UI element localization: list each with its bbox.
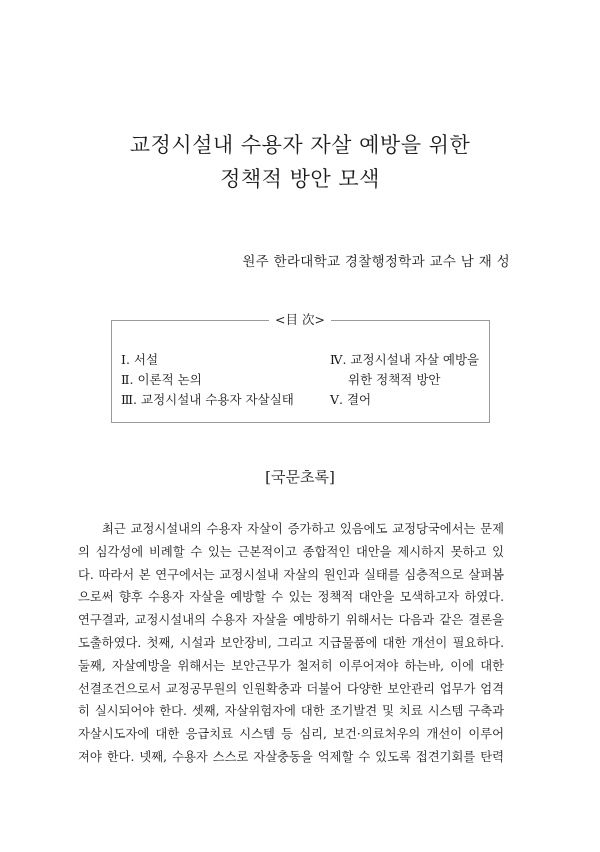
abstract-line: 히 실시되어야 한다. 셋째, 자살위험자에 대한 조기발견 및 치료 시스템 구축과 bbox=[78, 704, 504, 719]
title-line-1: 교정시설내 수용자 자살 예방을 위한 bbox=[129, 133, 471, 157]
toc-item: Ⅰ. 서설 bbox=[121, 352, 159, 367]
toc-item-continuation: 위한 정책적 방안 bbox=[348, 372, 441, 387]
toc-item: Ⅲ. 교정시설내 수용자 자살실태 bbox=[121, 392, 294, 407]
toc-right-column bbox=[330, 350, 479, 410]
abstract-line: 다. 따라서 본 연구에서는 교정시설내 자살의 원인과 실태를 심층적으로 살펴봄 bbox=[78, 567, 504, 582]
toc-item: Ⅳ. 교정시설내 자살 예방을 bbox=[330, 352, 480, 367]
abstract-line: 둘째, 자살예방을 위해서는 보안근무가 철저히 이루어져야 하는바, 이에 대한 bbox=[78, 658, 504, 673]
abstract-line: 연구결과, 교정시설내의 수용자 자살을 예방하기 위해서는 다음과 같은 결론을 bbox=[78, 613, 504, 628]
author-affiliation: 원주 한라대학교 경찰행정학과 교수 남 재 성 bbox=[242, 254, 510, 270]
paper-title bbox=[0, 128, 600, 196]
title-line-2: 정책적 방안 모색 bbox=[220, 167, 380, 191]
abstract-line: 의 심각성에 비례할 수 있는 근본적이고 종합적인 대안을 제시하지 못하고 있 bbox=[78, 544, 504, 559]
abstract-line: 최근 교정시설내의 수용자 자살이 증가하고 있음에도 교정당국에서는 문제 bbox=[102, 522, 504, 536]
abstract-line: 도출하였다. 첫째, 시설과 보안장비, 그리고 지급물품에 대한 개선이 필요하다. bbox=[78, 635, 504, 650]
abstract-line: 져야 한다. 넷째, 수용자 스스로 자살충동을 억제할 수 있도록 접견기회를 탄력 bbox=[78, 749, 504, 764]
toc-heading bbox=[0, 310, 600, 328]
abstract-heading: [국문초록] bbox=[265, 468, 335, 486]
abstract-body bbox=[78, 518, 504, 769]
toc-item: Ⅴ. 결어 bbox=[330, 392, 372, 407]
toc-item: Ⅱ. 이론적 논의 bbox=[121, 372, 202, 387]
toc-heading-text: <目 次> bbox=[269, 312, 331, 327]
abstract-line: 으로써 향후 수용자 자살을 예방할 수 있는 정책적 대안을 모색하고자 하였다. bbox=[78, 590, 504, 605]
abstract-line: 선결조건으로서 교정공무원의 인원확충과 더불어 다양한 보안관리 업무가 엄격 bbox=[78, 681, 504, 696]
abstract-line: 자살시도자에 대한 응급치료 시스템 등 심리, 보건·의료처우의 개선이 이루어 bbox=[78, 727, 504, 742]
toc-left-column bbox=[121, 350, 294, 410]
